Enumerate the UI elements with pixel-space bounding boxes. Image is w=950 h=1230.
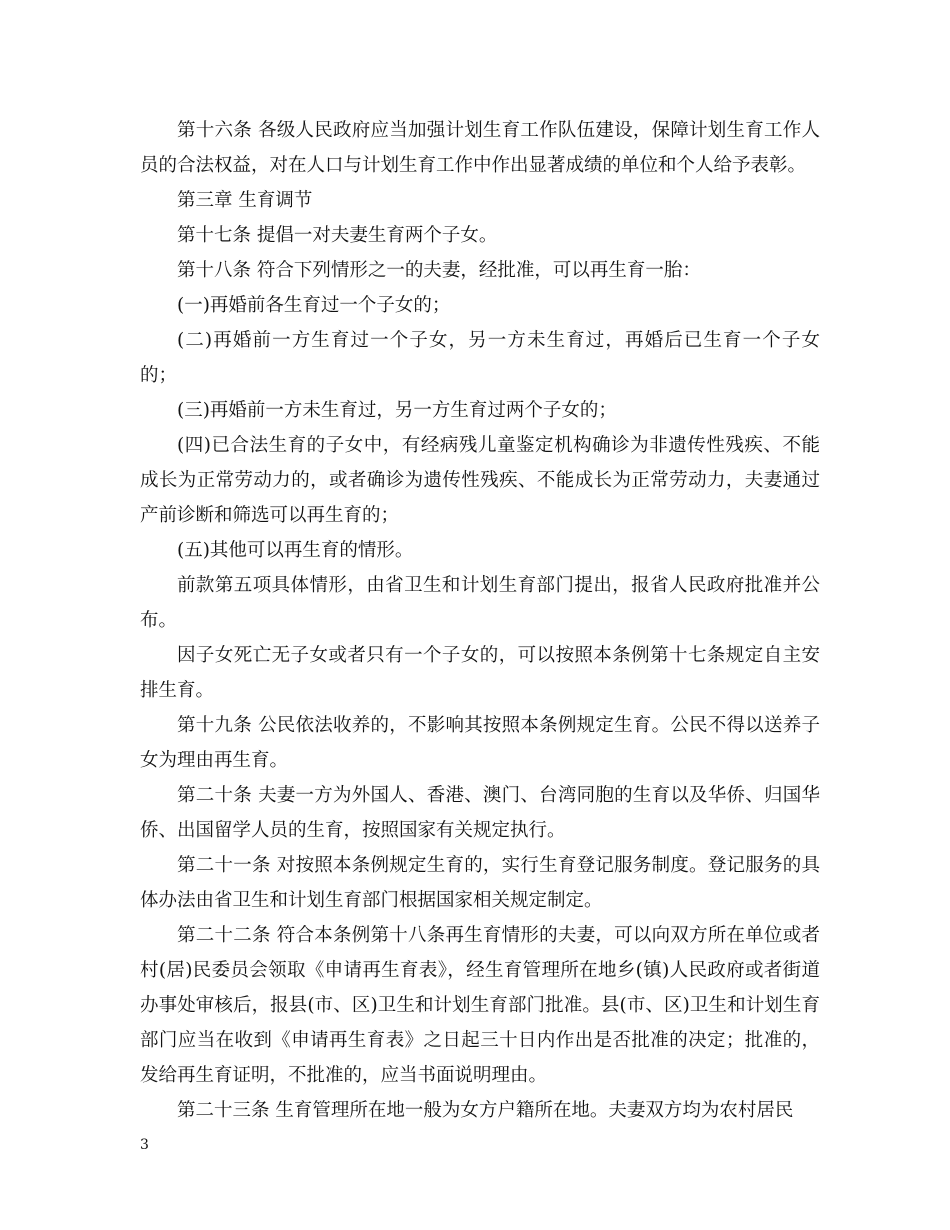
page-number: 3	[140, 1137, 149, 1153]
paragraph-article-23: 第二十三条 生育管理所在地一般为女方户籍所在地。夫妻双方均为农村居民	[177, 1100, 794, 1121]
paragraph-article-20: 第二十条 夫妻一方为外国人、香港、澳门、台湾同胞的生育以及华侨、归国华侨、出国留学人员的生育，按照国家有关规定执行。	[140, 785, 820, 841]
paragraph-article-18: 第十八条 符合下列情形之一的夫妻，经批准，可以再生育一胎：	[177, 260, 701, 281]
list-item-3: (三)再婚前一方未生育过，另一方生育过两个子女的；	[177, 400, 617, 421]
paragraph-article-16: 第十六条 各级人民政府应当加强计划生育工作队伍建设，保障计划生育工作人员的合法权益，对在人口与计划生育工作中作出显著成绩的单位和个人给予表彰。	[140, 120, 820, 176]
paragraph-article-21: 第二十一条 对按照本条例规定生育的，实行生育登记服务制度。登记服务的具体办法由省卫生和计划生育部门根据国家相关规定制定。	[140, 855, 820, 911]
chapter-heading: 第三章 生育调节	[177, 190, 313, 211]
paragraph-article-22: 第二十二条 符合本条例第十八条再生育情形的夫妻，可以向双方所在单位或者村(居)民委员会领取《申请再生育表》，经生育管理所在地乡(镇)人民政府或者街道办事处审核后，报县(市、区)卫生和计划生育部门批准。县(市、区)卫生和计划生育部门应当在收到《申请再生育表》之日起三十日内作出是否批准的决定；批准的，发给再生育证明，不批准的，应当书面说明理由。	[140, 925, 820, 1086]
list-item-4: (四)已合法生育的子女中，有经病残儿童鉴定机构确诊为非遗传性残疾、不能成长为正常劳动力的，或者确诊为遗传性残疾、不能成长为正常劳动力，夫妻通过产前诊断和筛选可以再生育的；	[140, 435, 820, 526]
paragraph-item-5-note: 前款第五项具体情形，由省卫生和计划生育部门提出，报省人民政府批准并公布。	[140, 575, 820, 631]
paragraph-article-19: 第十九条 公民依法收养的，不影响其按照本条例规定生育。公民不得以送养子女为理由再生育。	[140, 715, 820, 771]
list-item-5: (五)其他可以再生育的情形。	[177, 540, 414, 561]
paragraph-deceased-children: 因子女死亡无子女或者只有一个子女的，可以按照本条例第十七条规定自主安排生育。	[140, 645, 820, 701]
list-item-2: (二)再婚前一方生育过一个子女，另一方未生育过，再婚后已生育一个子女的；	[140, 330, 820, 386]
list-item-1: (一)再婚前各生育过一个子女的；	[177, 295, 451, 316]
document-body	[140, 113, 820, 1128]
paragraph-article-17: 第十七条 提倡一对夫妻生育两个子女。	[177, 225, 498, 246]
